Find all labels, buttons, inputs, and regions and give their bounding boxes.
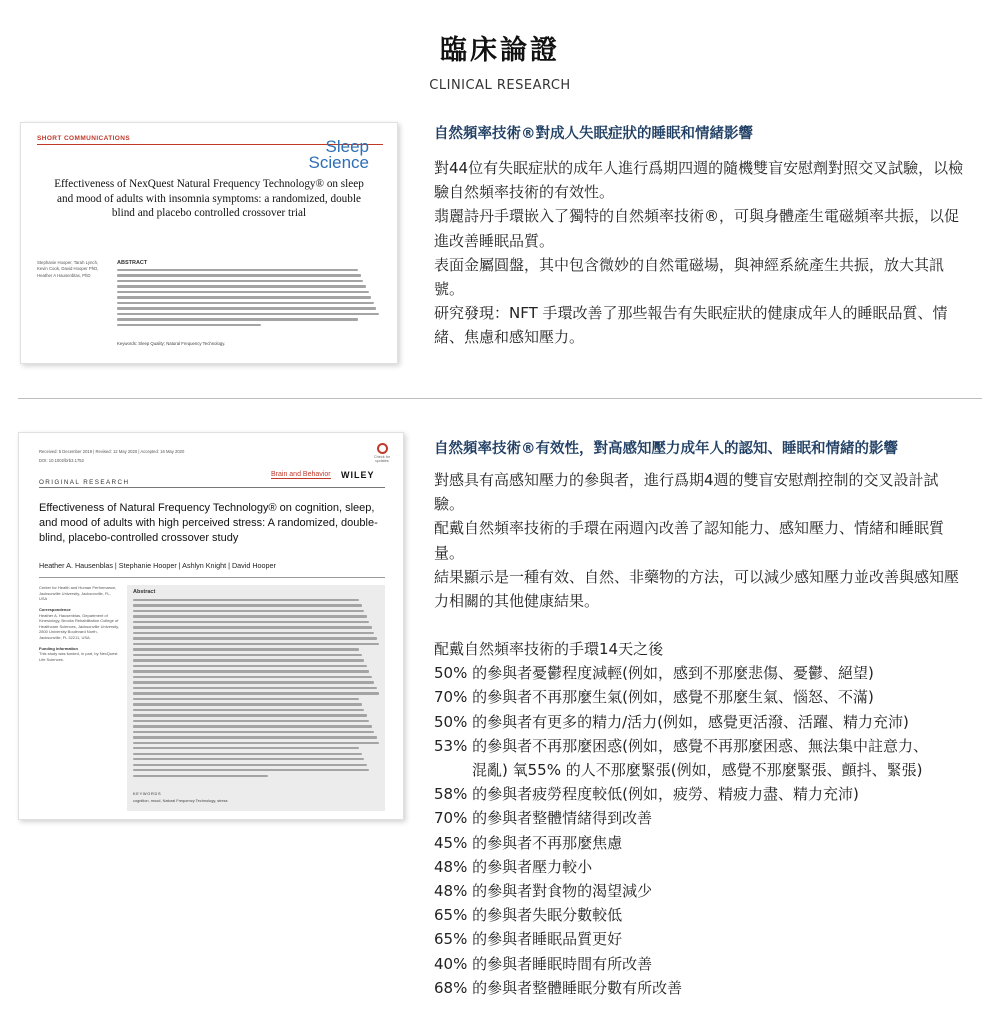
abstract-text-line: [133, 632, 374, 634]
paper-sidebar: [39, 585, 119, 662]
abstract-text-line: [133, 648, 359, 650]
results-intro: 配戴自然頻率技術的手環14天之後: [434, 640, 664, 658]
paper-thumbnail-stress: [18, 432, 404, 820]
section1-paragraph: 翡麗詩丹手環嵌入了獨特的自然頻率技術®，可與身體產生電磁頻率共振，以促進改善睡眠品質。: [434, 207, 960, 250]
abstract-text-line: [133, 764, 367, 766]
paper-affiliation: Center for Health and Human Performance, Jacksonville University, Jacksonville, FL, USA: [39, 585, 117, 601]
paper-section-label: ORIGINAL RESEARCH: [39, 479, 130, 486]
abstract-text-line: [133, 714, 367, 716]
abstract-text-line: [117, 307, 376, 309]
paper-title: Effectiveness of Natural Frequency Technology® on cognition, sleep, and mood of adults with high perceived stress: A randomized, double-blind, placebo-controlled crossover study: [39, 502, 378, 544]
section2-heading: 自然頻率技術®有效性，對高感知壓力成年人的認知、睡眠和情緒的影響: [434, 441, 898, 457]
abstract-text-line: [133, 736, 377, 738]
abstract-text-line: [133, 692, 379, 694]
section1-paragraph: 對44位有失眠症狀的成年人進行爲期四週的隨機雙盲安慰劑對照交叉試驗，以檢驗自然頻率技術的有效性。: [434, 159, 964, 202]
abstract-text-line: [117, 280, 363, 282]
section1-paragraph: 表面金屬圓盤，其中包含微妙的自然電磁場，與神經系統產生共振，放大其訊號。: [434, 255, 945, 299]
funding-label: Funding information: [39, 645, 78, 651]
journal-logo: [309, 139, 369, 171]
paper-abstract-box: [127, 585, 385, 811]
correspondence-label: Correspondence: [39, 607, 71, 612]
section1-paragraph: 研究發現：NFT 手環改善了那些報告有失眠症狀的健康成年人的睡眠品質、情緒、焦慮和感知壓力。: [434, 304, 948, 347]
page-header: [0, 28, 1000, 93]
abstract-text-line: [133, 621, 369, 623]
abstract-text-line: [133, 731, 374, 733]
section1-heading: 自然頻率技術®對成人失眠症狀的睡眠和情緒影響: [434, 126, 753, 142]
paper-title: Effectiveness of NexQuest Natural Frequency Technology® on sleep and mood of adults with insomnia symptoms: a randomized, double blind and placebo controlled crossover trial: [54, 178, 364, 219]
journal-name: Brain and Behavior: [271, 471, 331, 478]
abstract-text-line: [133, 615, 367, 617]
journal-logo-line1: Sleep: [325, 137, 369, 156]
paper-section-tag: SHORT COMMUNICATIONS: [37, 135, 131, 142]
result-item: 65% 的參與者睡眠品質更好: [434, 930, 623, 949]
abstract-text-line: [133, 720, 369, 722]
abstract-text-line: [133, 626, 372, 628]
check-updates-label: Check for updates: [373, 455, 391, 463]
abstract-text-line: [133, 610, 364, 612]
abstract-text-line: [117, 302, 374, 304]
paper-abstract-label: Abstract: [133, 589, 156, 595]
abstract-text-line: [117, 324, 261, 326]
result-item: 53% 的參與者不再那麼困惑(例如，感覺不再那麼困惑、無法集中註意力、: [434, 736, 928, 755]
abstract-text-line: [133, 725, 372, 727]
section1-body: [434, 156, 964, 350]
result-item: 40% 的參與者睡眠時間有所改善: [434, 954, 653, 973]
abstract-text-line: [133, 643, 379, 645]
paper-funding: This study was funded, in part, by NexQuest Life Sciences.: [39, 651, 118, 662]
paper-keywords: Keywords: Sleep Quality; Natural Frequency Technology.: [117, 341, 226, 346]
abstract-text-line: [133, 687, 377, 689]
abstract-text-line: [133, 747, 359, 749]
result-item: 58% 的參與者疲勞程度較低(例如，疲勞、精疲力盡、精力充沛): [434, 785, 859, 804]
paper-keywords-label: KEYWORDS: [133, 791, 162, 796]
journal-logo-line2: Science: [308, 153, 369, 172]
abstract-text-line: [133, 758, 364, 760]
section2-paragraph: 結果顯示是一種有效、自然、非藥物的方法，可以減少感知壓力並改善與感知壓力相關的其他健康結果。: [434, 567, 960, 611]
abstract-text-line: [117, 318, 358, 320]
section2-paragraph: 配戴自然頻率技術的手環在兩週內改善了認知能力、感知壓力、情緒和睡眠質量。: [434, 519, 945, 562]
abstract-text-line: [117, 313, 379, 315]
abstract-text-line: [133, 709, 364, 711]
abstract-text-line: [133, 769, 369, 771]
abstract-text-line: [133, 775, 268, 777]
paper-doi: DOI: 10.1002/brb3.1752: [39, 458, 84, 463]
paper-abstract-text: [133, 599, 379, 780]
paper-divider: [39, 577, 385, 578]
result-item: 48% 的參與者對食物的渴望減少: [434, 882, 653, 901]
abstract-text-line: [133, 654, 362, 656]
paper-header-rule: [39, 487, 385, 488]
page-subtitle: CLINICAL RESEARCH: [429, 78, 571, 93]
result-item: 50% 的參與者有更多的精力/活力(例如，感覺更活潑、活躍、精力充沛): [434, 712, 909, 731]
paper-abstract-text: [117, 269, 379, 329]
abstract-text-line: [133, 637, 377, 639]
paper-authors: [39, 561, 276, 570]
abstract-text-line: [133, 665, 367, 667]
abstract-text-line: [133, 670, 369, 672]
result-item: 50% 的參與者憂鬱程度減輕(例如，感到不那麼悲傷、憂鬱、絕望): [434, 664, 874, 683]
publisher-logo: WILEY: [341, 470, 375, 480]
abstract-text-line: [133, 659, 364, 661]
abstract-text-line: [133, 753, 362, 755]
section-divider: [18, 398, 982, 399]
result-item: 45% 的參與者不再那麼焦慮: [434, 833, 623, 852]
result-item-continuation: 混亂) 氧55% 的人不那麼緊張(例如，感覺不那麼緊張、顫抖、緊張): [472, 761, 923, 780]
section2-results: [434, 637, 994, 1000]
check-for-updates-badge: [371, 443, 393, 465]
paper-keywords: cognition, mood, Natural Frequency Technology, stress: [133, 798, 228, 803]
abstract-text-line: [117, 296, 371, 298]
paper-abstract-label: ABSTRACT: [117, 260, 148, 266]
abstract-text-line: [133, 676, 372, 678]
abstract-text-line: [117, 285, 366, 287]
result-item: 70% 的參與者整體情緒得到改善: [434, 809, 653, 828]
paper-authors: Stephanie Hooper, Tarah Lynch, Kevin Cook, David Hooper PhD, Heather A Hausenblas, PhD: [37, 260, 99, 278]
abstract-text-line: [117, 291, 369, 293]
abstract-text-line: [133, 742, 379, 744]
section2-paragraph: 對感具有高感知壓力的參與者，進行爲期4週的雙盲安慰劑控制的交叉設計試驗。: [434, 471, 939, 514]
section2-body: [434, 468, 964, 613]
abstract-text-line: [117, 274, 361, 276]
abstract-text-line: [133, 703, 362, 705]
paper-dates: Received: 5 December 2019 | Revised: 12 May 2020 | Accepted: 16 May 2020: [39, 449, 185, 454]
abstract-text-line: [117, 269, 358, 271]
abstract-text-line: [133, 604, 362, 606]
page-title: 臨床論證: [440, 35, 560, 66]
abstract-text-line: [133, 599, 359, 601]
abstract-text-line: [133, 698, 359, 700]
result-item: 68% 的參與者整體睡眠分數有所改善: [434, 978, 683, 997]
paper-thumbnail-insomnia: [20, 122, 398, 364]
paper-authors-text: Heather A. Hausenblas | Stephanie Hooper | Ashlyn Knight | David Hooper: [39, 561, 276, 570]
result-item: 70% 的參與者不再那麼生氣(例如，感覺不那麼生氣、惱怒、不滿): [434, 688, 874, 707]
paper-correspondence: Heather A. Hausenblas, Department of Kinesiology, Brooks Rehabilitation College of Healthcare Sciences, Jacksonville University, 2800 University Boulevard North, Jacksonville, FL 32211, USA.: [39, 612, 119, 640]
check-updates-icon: [377, 443, 388, 454]
result-item: 48% 的參與者壓力較小: [434, 857, 593, 876]
abstract-text-line: [133, 681, 374, 683]
result-item: 65% 的參與者失眠分數較低: [434, 906, 623, 925]
